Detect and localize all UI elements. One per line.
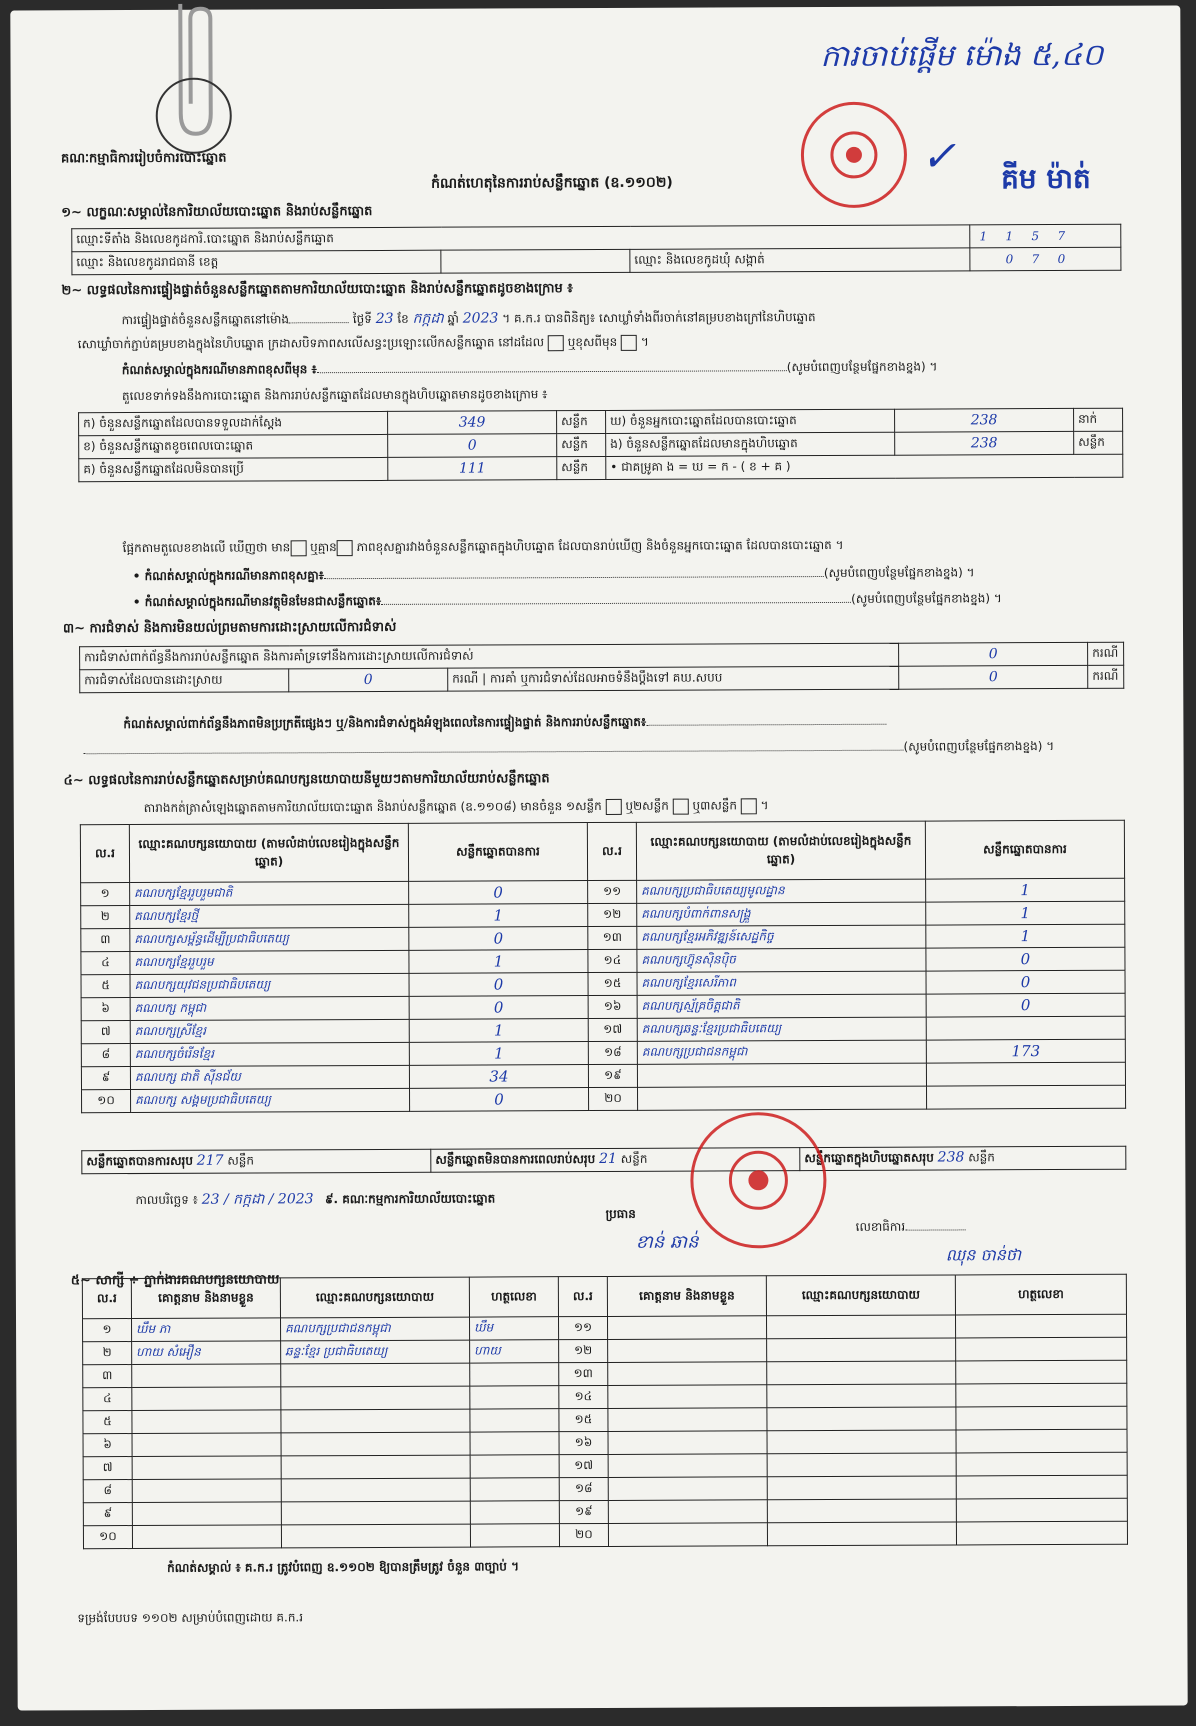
party-number: ១០ — [82, 1090, 131, 1113]
witness-number: ១៥ — [559, 1408, 608, 1431]
party-name: គណបក្សប្រជាធិបតេយ្យមូលដ្ឋាន — [637, 879, 926, 903]
witness-party — [767, 1430, 956, 1454]
official-red-seal — [801, 102, 907, 208]
witness-number: ១៣ — [559, 1362, 608, 1385]
seal-check-line: សោឃ្លាំចាក់ភ្ជាប់គម្របខាងក្នុងនៃហិបឆ្នោត ក្រដាសបិទភាពសលើសន្ធះប្រឡោះលើកសន្លឹកឆ្នោត នៅដដែល ឬខុសពីមុន ។ — [77, 334, 649, 352]
location-code: 1 1 5 7 — [970, 224, 1121, 248]
chair-label: ប្រធាន — [605, 1206, 636, 1221]
witness-table: ល.រ គោត្តនាម និងនាមខ្លួន ឈ្មោះគណបក្សនយោបាយ ហត្ថលេខា ល.រ គោត្តនាម និងនាមខ្លួន ឈ្មោះគណបក្សនយោបាយ ហត្ថលេខា ១ ឃឹម ភា គណបក្សប្រជាជនកម្ពុជា ឃឹម ១១ ២ ហាយ សំអឿន ឆន្ទៈខ្មែរ ប្រជាធិបតេយ្យ ហាយ ១២ ៣ ១៣ ៤ ១៤ ៥ ១៥ ៦ ១៦ ៧ ១៧ ៨ ១៨ ៩ ១៩ ១០ ២០ — [82, 1274, 1128, 1550]
section-1-table — [71, 224, 1121, 276]
witness-party — [767, 1453, 956, 1477]
witness-party — [767, 1384, 956, 1408]
witness-party — [281, 1455, 470, 1479]
party-name: គណបក្សស្រីខ្មែរ — [130, 1019, 409, 1043]
verification-line: ការផ្ទៀងផ្ទាត់ចំនួនសន្លឹកឆ្នោតនៅម៉ោង ថ្ងៃទី 23 ខែ កក្កដា ឆ្នាំ 2023 ។ គ.ក.រ បានពិនិត្យ៖ សោឃ្លាំទាំងពីរចាក់នៅគម្របខាងក្រៅនៃហិបឆ្នោត — [121, 310, 816, 328]
witness-party: គណបក្សប្រជាជនកម្ពុជា — [281, 1317, 470, 1341]
party-votes: 0 — [409, 881, 588, 905]
handwritten-note: ការចាប់ផ្តើម ម៉ោង ៥,៤០ — [820, 37, 1104, 75]
witness-party: ឆន្ទៈខ្មែរ ប្រជាធិបតេយ្យ — [281, 1340, 470, 1364]
party-name: គណបក្សខ្មែរថ្មី — [130, 904, 409, 928]
discrepancy-line: ផ្អែកតាមតួលេខខាងលើ ឃើញថា មាន ឬគ្មាន ភាពខុសគ្នារវាងចំនួនសន្លឹកឆ្នោតក្នុងហិបឆ្នោត ដែលបានរាប់ឃើញ និងចំនួនអ្នកបោះឆ្នោត ដែលបានបោះឆ្នោត ។ — [122, 537, 844, 556]
witness-signature — [470, 1478, 559, 1501]
party-name: គណបក្ស កម្ពុជា — [130, 996, 409, 1020]
witness-name — [608, 1500, 767, 1524]
witness-name — [132, 1525, 281, 1549]
party-name: គណបក្សខ្មែររួបរួមជាតិ — [130, 881, 409, 905]
witness-name — [132, 1502, 281, 1526]
commission-name: គណៈកម្មាធិការរៀបចំការបោះឆ្នោត — [60, 150, 227, 167]
party-number: ១៩ — [588, 1064, 637, 1087]
party-name: គណបក្សខ្មែររួបរួម — [130, 950, 409, 974]
party-number: ៤ — [81, 952, 130, 975]
page-title: កំណត់ហេតុនៃការរាប់សន្លឹកឆ្នោត (ឧ.១១០២) — [431, 174, 673, 192]
party-votes — [926, 1085, 1125, 1109]
witness-number: ១៦ — [559, 1431, 608, 1454]
party-votes: 1 — [409, 904, 588, 928]
witness-signature: ឃឹម — [470, 1317, 559, 1340]
party-name: គណបក្សហ៊្វុនស៊ិនប៉ិច — [637, 948, 926, 972]
party-name: គណបក្សបំពាក់ពានសង្គ្រួ — [637, 902, 926, 926]
party-number: ១៣ — [588, 926, 637, 949]
section-1-title: ១~ លក្ខណៈសម្គាល់នៃការិយាល័យបោះឆ្នោត និងរាប់សន្លឹកឆ្នោត — [61, 203, 373, 221]
witness-number: ៥ — [83, 1411, 132, 1434]
figure-row: ខ) ចំនួនសន្លឹកឆ្នោតខូចពេលបោះឆ្នោត 0 សន្លឹក ង) ចំនួនសន្លឹកឆ្នោតដែលមានក្នុងហិបឆ្នោត 238 សន្លឹក — [79, 431, 1123, 459]
witness-party — [767, 1476, 956, 1500]
party-results-table: ល.រ ឈ្មោះគណបក្សនយោបាយ (តាមលំដាប់លេខរៀងក្នុងសន្លឹកឆ្នោត) សន្លឹកឆ្នោតបានការ ល.រ ឈ្មោះគណបក្សនយោបាយ (តាមលំដាប់លេខរៀងក្នុងសន្លឹកឆ្នោត) សន្លឹកឆ្នោតបានការ ១ គណបក្សខ្មែររួបរួមជាតិ 0 ១១ គណបក្សប្រជាធិបតេយ្យមូលដ្ឋាន 1 ២ គណបក្សខ្មែរថ្មី 1 ១២ គណបក្សបំពាក់ពានសង្គ្រួ 1 ៣ គណបក្សសម្ព័ន្ធដើម្បីប្រជាធិបតេយ្យ 0 ១៣ គណបក្សខ្មែរអភិវឌ្ឍន៍សេដ្ឋកិច្ច 1 ៤ គណបក្សខ្មែររួបរួម 1 ១៤ គណបក្សហ៊្វុនស៊ិនប៉ិច 0 ៥ គណបក្សយុវជនប្រជាធិបតេយ្យ 0 ១៥ គណបក្សខ្មែរសេរីភាព 0 ៦ គណបក្ស កម្ពុជា 0 ១៦ គណបក្សស្ម័គ្រចិត្តជាតិ 0 ៧ គណបក្សស្រីខ្មែរ 1 ១៧ គណបក្សឆន្ទៈខ្មែរប្រជាធិបតេយ្យ ៨ គណបក្សចំរើនខ្មែរ 1 ១៨ គណបក្សប្រជាជនកម្ពុជា 173 ៩ គណបក្ស ជាតិ ស៊ីនជ័យ 34 ១៩ ១០ គណបក្ស សង្គមប្រជាធិបតេយ្យ 0 ២០ — [80, 820, 1126, 1114]
witness-name — [132, 1410, 281, 1434]
section-3-title: ៣~ ការជំទាស់ និងការមិនយល់ព្រមតាមការដោះស្រាយលើការជំទាស់ — [62, 619, 397, 637]
form-code: ទម្រង់បែបបទ ១១០២ សម្រាប់បំពេញដោយ គ.ក.រ — [77, 1610, 304, 1626]
seal-emblem-icon — [723, 1145, 793, 1215]
witness-signature — [956, 1406, 1127, 1430]
witness-party — [767, 1338, 956, 1362]
witness-signature — [956, 1360, 1127, 1384]
party-number: ១៨ — [588, 1041, 637, 1064]
witness-row — [83, 1521, 1127, 1549]
witness-name — [608, 1408, 767, 1432]
figure-row: គ) ចំនួនសន្លឹកឆ្នោតដែលមិនបានប្រើ 111 សន្លឹក • ជាគម្រូគា ង = ឃ = ក - ( ខ + គ ) — [79, 454, 1123, 482]
witness-signature — [955, 1314, 1126, 1338]
party-votes — [926, 1062, 1125, 1086]
signature-scribble: ✓ — [920, 131, 957, 181]
party-votes: 0 — [409, 996, 588, 1020]
party-number: ៨ — [81, 1044, 130, 1067]
one-sheet-checkbox[interactable] — [606, 798, 622, 814]
witness-signature — [470, 1501, 559, 1524]
party-name: គណបក្សខ្មែរអភិវឌ្ឍន៍សេដ្ឋកិច្ច — [637, 925, 926, 949]
witness-signature — [470, 1432, 559, 1455]
witness-name — [608, 1454, 767, 1478]
date-line: កាលបរិច្ឆេទ ៖ 23 / កក្កដា / 2023 ៩. គណៈកម្មការការិយាល័យបោះឆ្នោត — [135, 1191, 496, 1208]
section-4-title: ៤~ លទ្ធផលនៃការរាប់សន្លឹកឆ្នោតសម្រាប់គណបក្សនយោបាយនីមួយៗតាមការិយាល័យរាប់សន្លឹកឆ្នោត — [63, 771, 550, 789]
party-votes: 0 — [926, 993, 1125, 1017]
witness-party — [767, 1361, 956, 1385]
witness-signature — [956, 1337, 1127, 1361]
figures-table — [78, 408, 1123, 483]
witness-name — [608, 1431, 767, 1455]
party-number: ១ — [81, 883, 130, 906]
witness-signature — [470, 1363, 559, 1386]
seal-emblem-icon — [826, 127, 882, 183]
secretary-label: លេខាធិការ — [856, 1218, 966, 1236]
witness-number: ២ — [83, 1342, 132, 1365]
witness-number: ៩ — [83, 1503, 132, 1526]
witness-number: ៤ — [83, 1388, 132, 1411]
witness-signature — [956, 1429, 1127, 1453]
witness-name — [608, 1362, 767, 1386]
location-label: ឈ្មោះទីតាំង និងលេខកូដការិ.បោះឆ្នោត និងរាប់សន្លឹកឆ្នោត — [72, 225, 970, 252]
witness-party — [766, 1315, 955, 1339]
witness-name — [132, 1364, 281, 1388]
party-number: ១២ — [588, 903, 637, 926]
difference-note: កំណត់សម្គាល់ក្នុងករណីមានភាពខុសពីមុន ៖ (សូមបំពេញបន្ថែមផ្នែកខាងខ្នង) ។ — [121, 359, 938, 378]
total-valid: សន្លឹកឆ្នោតបានការសរុប 217 សន្លឹក — [82, 1149, 431, 1174]
witness-party — [767, 1522, 956, 1546]
witness-name — [132, 1479, 281, 1503]
party-name: គណបក្សសម្ព័ន្ធដើម្បីប្រជាធិបតេយ្យ — [130, 927, 409, 951]
party-votes: 0 — [926, 970, 1125, 994]
party-name: គណបក្សយុវជនប្រជាធិបតេយ្យ — [130, 973, 409, 997]
party-votes: 0 — [409, 927, 588, 951]
cases-unit-and-label: ករណី | ការគាំ ឬការជំទាស់ដែលអាចទំនឹងប្តឹងទៅ គឃ.សបប — [448, 666, 899, 691]
section-2-title: ២~ លទ្ធផលនៃការផ្ទៀងផ្ទាត់ចំនួនសន្លឹកឆ្នោតតាមការិយាល័យបោះឆ្នោត និងរាប់សន្លឹកឆ្នោតដូចខាងក្រោម ៖ — [61, 281, 574, 299]
document-page — [10, 5, 1187, 1710]
party-votes — [926, 1016, 1125, 1040]
party-votes: 1 — [926, 878, 1125, 902]
witness-signature — [470, 1524, 559, 1547]
party-number: ១៥ — [588, 972, 637, 995]
party-number: ១៤ — [588, 949, 637, 972]
party-row — [82, 1085, 1126, 1113]
witness-name — [608, 1339, 767, 1363]
witness-signature — [956, 1452, 1127, 1476]
witness-number: ១៧ — [559, 1454, 608, 1477]
totals-table — [81, 1146, 1126, 1175]
witness-signature — [470, 1455, 559, 1478]
party-number: ៧ — [81, 1021, 130, 1044]
witness-name — [608, 1523, 767, 1547]
party-name: គណបក្សចំរើនខ្មែរ — [130, 1042, 409, 1066]
party-number: ៦ — [81, 998, 130, 1021]
total-invalid: សន្លឹកឆ្នោតមិនបានការពេលរាប់សរុប 21 សន្លឹក — [431, 1148, 800, 1173]
witness-number: ១០ — [83, 1526, 132, 1549]
total-in-box: សន្លឹកឆ្នោតក្នុងហិបឆ្នោតសរុប 238 សន្លឹក — [800, 1146, 1126, 1170]
two-sheet-checkbox[interactable] — [673, 798, 689, 814]
figure-row: ក) ចំនួនសន្លឹកឆ្នោតដែលបានទទួលដាក់ស្តែង 349 សន្លឹក ឃ) ចំនួនអ្នកបោះឆ្នោតដែលបានបោះឆ្នោត 238 នាក់ — [79, 408, 1123, 436]
witness-name — [132, 1433, 281, 1457]
witness-number: ៧ — [83, 1457, 132, 1480]
witness-party — [281, 1478, 470, 1502]
party-number: ៣ — [81, 929, 130, 952]
party-name: គណបក្សឆន្ទៈខ្មែរប្រជាធិបតេយ្យ — [637, 1017, 926, 1041]
tally-sheet-line: តារាងកត់ត្រាសំឡេងឆ្នោតតាមការិយាល័យបោះឆ្នោត និងរាប់សន្លឹកឆ្នោត (ឧ.១១០៨) មានចំនួន ១សន្លឹក ឬ២សន្លឹក ឬ៣សន្លឹក ។ — [143, 798, 769, 815]
witness-number: ១៩ — [559, 1500, 608, 1523]
party-name: គណបក្សប្រជាជនកម្ពុជា — [637, 1040, 926, 1064]
witness-party — [281, 1432, 470, 1456]
party-number: ១៧ — [588, 1018, 637, 1041]
party-number: ៩ — [81, 1067, 130, 1090]
party-number: ១៦ — [588, 995, 637, 1018]
party-name: គណបក្សស្ម័គ្រចិត្តជាតិ — [637, 994, 926, 1018]
witness-number: ២០ — [559, 1523, 608, 1546]
commune-code: 0 7 0 — [970, 247, 1121, 271]
witness-party — [767, 1499, 956, 1523]
commune-label: ឈ្មោះ និងលេខកូដឃុំ សង្កាត់ — [630, 248, 970, 272]
committee-red-seal — [690, 1112, 827, 1249]
witness-party — [281, 1524, 470, 1548]
witness-party — [281, 1501, 470, 1525]
witness-number: ១២ — [559, 1339, 608, 1362]
witness-party — [281, 1386, 470, 1410]
secretary-name: ឈុន ចាន់ថា — [945, 1245, 1022, 1265]
party-votes: 34 — [409, 1065, 588, 1089]
witness-number: ១៤ — [559, 1385, 608, 1408]
province-label: ឈ្មោះ និងលេខកូដរាជធានី ខេត្ត — [72, 250, 441, 275]
witness-name — [132, 1456, 281, 1480]
witness-signature — [956, 1475, 1127, 1499]
three-sheet-checkbox[interactable] — [741, 798, 757, 814]
witness-signature: ហាយ — [470, 1340, 559, 1363]
bullet-difference: • កំណត់សម្គាល់ក្នុងករណីមានភាពខុសគ្នា៖ (សូមបំពេញបន្ថែមផ្នែកខាងខ្នង) ។ — [132, 565, 975, 584]
witness-name: ហាយ សំអឿន — [132, 1341, 281, 1365]
witness-name — [608, 1385, 767, 1409]
party-number: ១១ — [588, 880, 637, 903]
figures-intro: តួលេខទាក់ទងនឹងការបោះឆ្នោត និងការរាប់សន្លឹកឆ្នោតដែលមានក្នុងហិបឆ្នោតមានដូចខាងក្រោម ៖ — [121, 387, 548, 404]
party-votes: 0 — [410, 1088, 589, 1112]
witness-number: ៣ — [83, 1365, 132, 1388]
witness-party — [281, 1363, 470, 1387]
footnote: កំណត់សម្គាល់ ៖ គ.ក.រ ត្រូវបំពេញ ឧ.១១០២ ឱ្យបានត្រឹមត្រូវ ចំនួន ៣ច្បាប់ ។ — [167, 1559, 520, 1575]
witness-signature — [956, 1383, 1127, 1407]
chair-name: ខាន់ ឆាន់ — [635, 1231, 699, 1253]
section-5-title: ៥~ សាក្សី ÷ ភ្នាក់ងារគណបក្សនយោបាយ — [70, 1272, 280, 1289]
party-votes: 0 — [409, 973, 588, 997]
party-number: ២០ — [589, 1087, 638, 1110]
witness-number: ១ — [83, 1319, 132, 1342]
irregularity-note-fill: (សូមបំពេញបន្ថែមផ្នែកខាងខ្នង) ។ — [83, 738, 1123, 761]
witness-signature — [956, 1521, 1127, 1545]
party-votes: 1 — [409, 1042, 588, 1066]
party-name: គណបក្សខ្មែរសេរីភាព — [637, 971, 926, 995]
party-votes: 1 — [926, 924, 1125, 948]
changed-checkbox[interactable] — [621, 334, 637, 350]
party-votes: 0 — [926, 947, 1125, 971]
no-checkbox[interactable] — [337, 540, 353, 556]
stamp-name: គីម ម៉ាត់ — [1000, 161, 1091, 196]
party-name — [638, 1086, 927, 1110]
unchanged-checkbox[interactable] — [548, 335, 564, 351]
party-votes: 1 — [409, 1019, 588, 1043]
yes-checkbox[interactable] — [290, 540, 306, 556]
bullet-non-ballot: • កំណត់សម្គាល់ក្នុងករណីមានវត្ថុមិនមែនជាសន្លឹកឆ្នោត៖ (សូមបំពេញបន្ថែមផ្នែកខាងខ្នង) ។ — [132, 591, 1002, 610]
witness-name: ឃឹម ភា — [132, 1318, 281, 1342]
witness-number: ១៨ — [559, 1477, 608, 1500]
party-votes: 1 — [926, 901, 1125, 925]
party-votes: 1 — [409, 950, 588, 974]
witness-party — [281, 1409, 470, 1433]
witness-signature — [470, 1409, 559, 1432]
party-number: ២ — [81, 906, 130, 929]
party-name: គណបក្ស ជាតិ ស៊ីនជ័យ — [130, 1065, 409, 1089]
irregularity-note: កំណត់សម្គាល់ពាក់ព័ន្ធនឹងភាពមិនប្រក្រតីផ្សេងៗ ឬ/និងការជំទាស់ក្នុងអំឡុងពេលនៃការផ្ទៀងផ្ទាត់ និងការរាប់សន្លឹកឆ្នោត៖ — [123, 712, 1123, 734]
witness-signature — [470, 1386, 559, 1409]
objection-table: ការជំទាស់ពាក់ព័ន្ធនឹងការរាប់សន្លឹកឆ្នោត និងការគាំទ្រទៅនឹងការដោះស្រាយលើការជំទាស់ 0 ករណី ការជំទាស់ដែលបានដោះស្រាយ 0 ករណី | ការគាំ ឬការជំទាស់ដែលអាចទំនឹងប្តឹងទៅ គឃ.សបប 0 ករណី — [79, 642, 1124, 694]
witness-party — [767, 1407, 956, 1431]
commission-emblem-icon — [156, 78, 232, 154]
witness-number: ៦ — [83, 1434, 132, 1457]
party-number: ៥ — [81, 975, 130, 998]
witness-number: ១១ — [559, 1316, 608, 1339]
party-votes: 173 — [926, 1039, 1125, 1063]
witness-signature — [956, 1498, 1127, 1522]
party-name — [637, 1063, 926, 1087]
party-name: គណបក្ស សង្គមប្រជាធិបតេយ្យ — [131, 1088, 410, 1112]
witness-name — [132, 1387, 281, 1411]
witness-name — [608, 1477, 767, 1501]
witness-number: ៨ — [83, 1480, 132, 1503]
witness-name — [608, 1316, 767, 1340]
